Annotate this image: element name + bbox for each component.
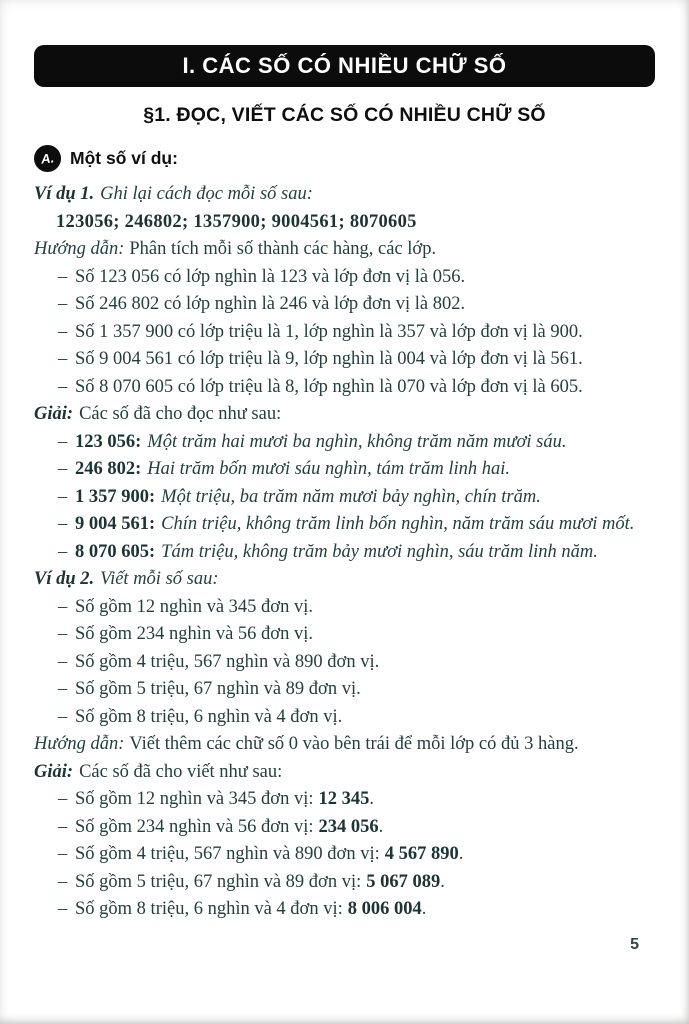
spec-text: Số gồm 12 nghìn và 345 đơn vị. — [75, 596, 313, 617]
part-a-badge: A. — [33, 143, 63, 173]
result-item — [34, 845, 655, 864]
solution-label: Giải: — [34, 761, 74, 782]
dash-marker: – — [58, 459, 68, 479]
guide-text: Phân tích mỗi số thành các hàng, các lớp. — [129, 239, 437, 259]
result-item — [34, 873, 655, 892]
period-mark: . — [378, 816, 384, 837]
result-text: Số gồm 4 triệu, 567 nghìn và 890 đơn vị: — [75, 844, 380, 864]
example1-numbers: 123056; 246802; 1357900; 9004561; 8070605 — [56, 211, 417, 232]
spec-item — [34, 680, 655, 699]
example1-heading — [34, 185, 655, 204]
dash-marker: – — [58, 321, 68, 342]
dash-marker: – — [58, 651, 68, 672]
result-number: 234 056 — [318, 816, 379, 837]
result-text: Số gồm 8 triệu, 6 nghìn và 4 đơn vị: — [75, 899, 343, 919]
example2-prompt: Viết mỗi số sau: — [100, 569, 219, 589]
reading-text: Một trăm hai mươi ba nghìn, không trăm năm mươi sáu. — [147, 431, 567, 452]
reading-number: 9 004 561 — [75, 514, 149, 534]
result-text: Số gồm 5 triệu, 67 nghìn và 89 đơn vị: — [75, 871, 362, 892]
spec-text: Số gồm 8 triệu, 6 nghìn và 4 đơn vị. — [75, 706, 343, 727]
dash-marker: – — [58, 431, 68, 452]
guide-label: Hướng dẫn: — [34, 239, 125, 259]
analysis-item — [34, 350, 655, 369]
solution-intro: Các số đã cho viết như sau: — [79, 761, 283, 782]
analysis-text: Số 9 004 561 có lớp triệu là 9, lớp nghìn là 004 và lớp đơn vị là 561. — [75, 349, 583, 369]
reading-item — [34, 433, 655, 452]
period-mark: . — [440, 871, 445, 892]
spec-item — [34, 625, 655, 644]
result-item — [34, 900, 655, 919]
reading-text: Hai trăm bốn mươi sáu nghìn, tám trăm linh hai. — [147, 459, 511, 479]
dash-marker: – — [58, 514, 68, 534]
period-mark: . — [421, 899, 427, 919]
dash-marker: – — [58, 816, 68, 837]
dash-marker: – — [58, 624, 68, 644]
example1-guide — [34, 240, 655, 259]
reading-text: Một triệu, ba trăm năm mươi bảy nghìn, chín trăm. — [161, 486, 541, 507]
dash-marker: – — [58, 706, 68, 727]
spec-item — [34, 598, 655, 617]
reading-item — [34, 543, 655, 562]
analysis-text: Số 123 056 có lớp nghìn là 123 và lớp đơn vị là 056. — [75, 266, 466, 287]
analysis-text: Số 1 357 900 có lớp triệu là 1, lớp nghìn là 357 và lớp đơn vị là 900. — [75, 321, 583, 342]
part-heading — [34, 144, 655, 172]
reading-number: 1 357 900 — [75, 486, 149, 507]
period-mark: . — [458, 844, 464, 864]
example2-guide — [34, 735, 655, 754]
result-item — [34, 790, 655, 809]
result-number: 8 006 004 — [347, 899, 422, 919]
dash-marker: – — [58, 596, 68, 617]
reading-item — [34, 460, 655, 479]
dash-marker: – — [58, 541, 68, 562]
spec-text: Số gồm 5 triệu, 67 nghìn và 89 đơn vị. — [75, 679, 361, 699]
result-item — [34, 818, 655, 837]
reading-item — [34, 515, 655, 534]
reading-number: 123 056 — [75, 431, 136, 452]
reading-number: 246 802 — [75, 459, 136, 479]
analysis-text: Số 246 802 có lớp nghìn là 246 và lớp đơn vị là 802. — [75, 294, 466, 314]
reading-text: Tám triệu, không trăm bảy mươi nghìn, sáu trăm linh năm. — [161, 541, 598, 562]
example1-prompt: Ghi lại cách đọc mỗi số sau: — [100, 184, 313, 204]
result-number: 4 567 890 — [384, 844, 459, 864]
example2-label: Ví dụ 2. — [34, 569, 95, 589]
spec-text: Số gồm 4 triệu, 567 nghìn và 890 đơn vị. — [75, 651, 380, 672]
dash-marker: – — [58, 266, 68, 287]
result-number: 5 067 089 — [366, 871, 441, 892]
result-number: 12 345 — [318, 789, 370, 809]
colon-separator: : — [135, 459, 142, 479]
dash-marker: – — [58, 486, 68, 507]
chapter-title: I. CÁC SỐ CÓ NHIỀU CHỮ SỐ — [182, 53, 507, 78]
dash-marker: – — [58, 844, 68, 864]
example1-solution-heading — [34, 405, 655, 424]
section-title: §1. ĐỌC, VIẾT CÁC SỐ CÓ NHIỀU CHỮ SỐ — [143, 104, 546, 126]
example2-solution-heading — [34, 763, 655, 782]
example1-label: Ví dụ 1. — [34, 184, 95, 204]
spec-item — [34, 653, 655, 672]
colon-separator: : — [135, 431, 142, 452]
page-number: 5 — [630, 936, 639, 953]
dash-marker: – — [58, 679, 68, 699]
result-text: Số gồm 12 nghìn và 345 đơn vị: — [75, 789, 314, 809]
guide-label: Hướng dẫn: — [34, 734, 125, 754]
colon-separator: : — [149, 514, 156, 534]
analysis-item — [34, 378, 655, 397]
chapter-banner — [34, 45, 655, 87]
dash-marker: – — [58, 871, 68, 892]
colon-separator: : — [149, 486, 156, 507]
part-title: Một số ví dụ: — [70, 147, 178, 168]
analysis-item — [34, 323, 655, 342]
dash-marker: – — [58, 899, 68, 919]
solution-label: Giải: — [34, 404, 74, 424]
result-text: Số gồm 234 nghìn và 56 đơn vị: — [75, 816, 314, 837]
period-mark: . — [369, 789, 374, 809]
solution-intro: Các số đã cho đọc như sau: — [79, 404, 282, 424]
reading-number: 8 070 605 — [75, 541, 149, 562]
spec-item — [34, 708, 655, 727]
analysis-text: Số 8 070 605 có lớp triệu là 8, lớp nghìn là 070 và lớp đơn vị là 605. — [75, 376, 583, 397]
example2-heading — [34, 570, 655, 589]
analysis-item — [34, 295, 655, 314]
analysis-item — [34, 268, 655, 287]
dash-marker: – — [58, 349, 68, 369]
spec-text: Số gồm 234 nghìn và 56 đơn vị. — [75, 624, 313, 644]
dash-marker: – — [58, 789, 68, 809]
reading-text: Chín triệu, không trăm linh bốn nghìn, năm trăm sáu mươi mốt. — [161, 514, 635, 534]
colon-separator: : — [149, 541, 156, 562]
reading-item — [34, 488, 655, 507]
guide-text: Viết thêm các chữ số 0 vào bên trái để mỗi lớp có đủ 3 hàng. — [129, 734, 579, 754]
dash-marker: – — [58, 294, 68, 314]
dash-marker: – — [58, 376, 68, 397]
